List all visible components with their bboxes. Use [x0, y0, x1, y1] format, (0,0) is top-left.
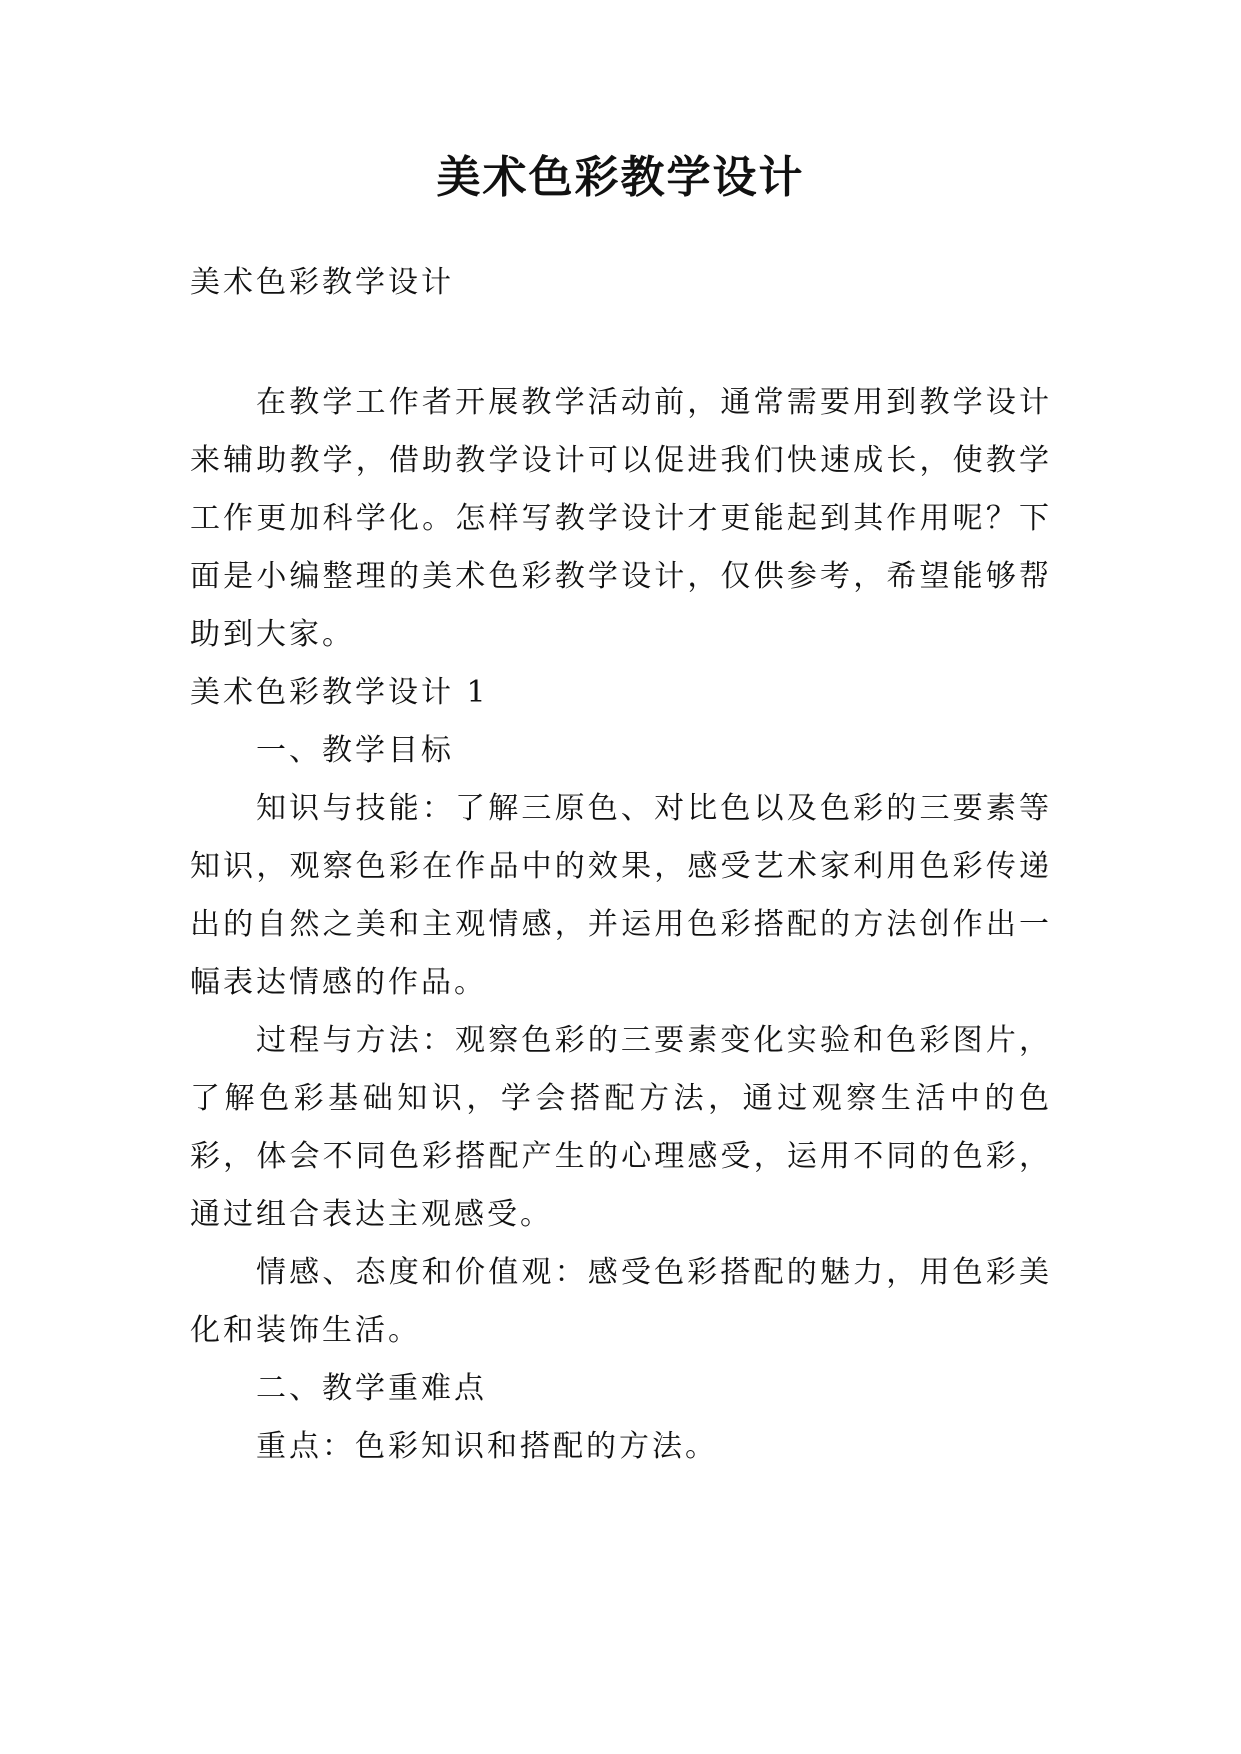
goal-process-text: 过程与方法：观察色彩的三要素变化实验和色彩图片，了解色彩基础知识，学会搭配方法，通过观察生活中的色彩，体会不同色彩搭配产生的心理感受，运用不同的色彩，通过组合表达主观感受。: [190, 1023, 1052, 1232]
intro-text: 在教学工作者开展教学活动前，通常需要用到教学设计来辅助教学，借助教学设计可以促进我们快速成长，使教学工作更加科学化。怎样写教学设计才更能起到其作用呢？下面是小编整理的美术色彩教学设计，仅供参考，希望能够帮助到大家。: [190, 385, 1052, 652]
document-subtitle: 美术色彩教学设计: [190, 265, 454, 300]
goal-knowledge-paragraph: [190, 780, 1052, 1012]
section-heading: 美术色彩教学设计 1: [190, 675, 489, 710]
goal-emotion-paragraph: [190, 1244, 1052, 1360]
key-point-text: 重点：色彩知识和搭配的方法。: [256, 1429, 718, 1464]
document-title: 美术色彩教学设计: [436, 152, 805, 203]
goal-process-paragraph: [190, 1012, 1052, 1244]
goal-knowledge-text: 知识与技能：了解三原色、对比色以及色彩的三要素等知识，观察色彩在作品中的效果，感受艺术家利用色彩传递出的自然之美和主观情感，并运用色彩搭配的方法创作出一幅表达情感的作品。: [190, 791, 1052, 1000]
intro-paragraph: [190, 374, 1052, 664]
goal-emotion-text: 情感、态度和价值观：感受色彩搭配的魅力，用色彩美化和装饰生活。: [190, 1255, 1052, 1348]
goals-heading: 一、教学目标: [256, 733, 454, 768]
difficulty-heading: 二、教学重难点: [256, 1371, 487, 1406]
